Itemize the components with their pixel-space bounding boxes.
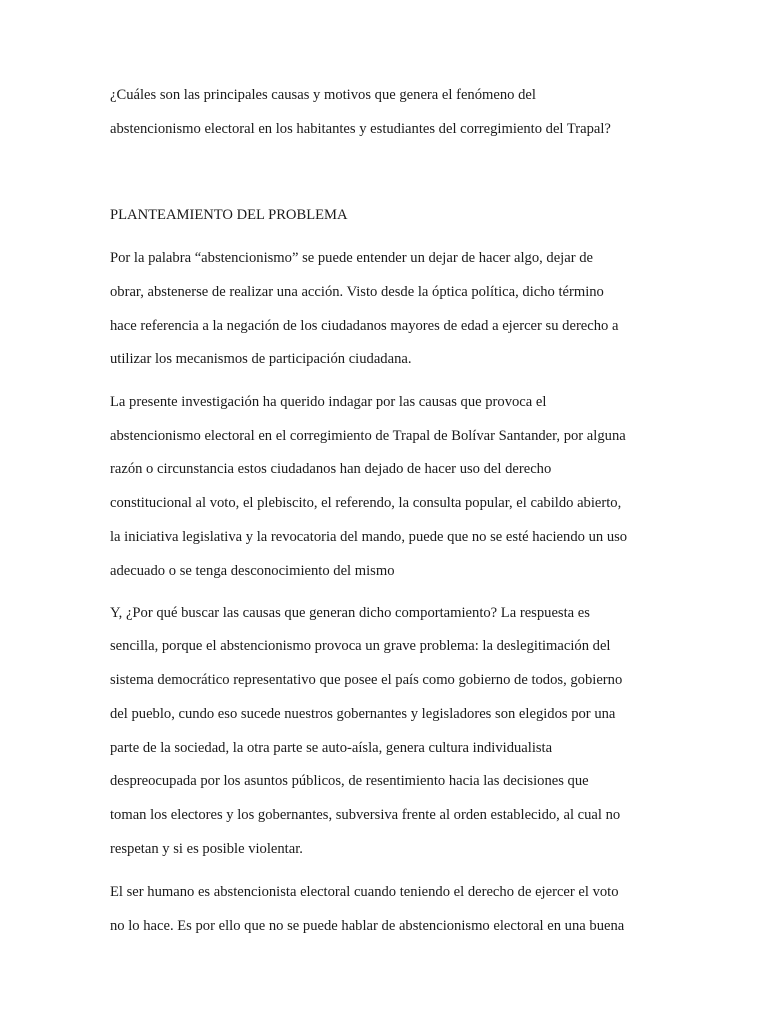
paragraph-line: respetan y si es posible violentar. — [110, 841, 303, 857]
paragraph-line: El ser humano es abstencionista electoral cuando teniendo el derecho de ejercer el voto — [110, 884, 619, 900]
paragraph-line: toman los electores y los gobernantes, subversiva frente al orden establecido, al cual no — [110, 807, 621, 823]
paragraph-line: razón o circunstancia estos ciudadanos han dejado de hacer uso del derecho — [110, 461, 552, 477]
question-line: ¿Cuáles son las principales causas y motivos que genera el fenómeno del — [110, 87, 536, 103]
paragraph-line: utilizar los mecanismos de participación ciudadana. — [110, 351, 412, 367]
section-heading: PLANTEAMIENTO DEL PROBLEMA — [110, 207, 348, 223]
paragraph-line: sistema democrático representativo que posee el país como gobierno de todos, gobierno — [110, 672, 623, 688]
paragraph-line: adecuado o se tenga desconocimiento del mismo — [110, 563, 395, 579]
paragraph-line: despreocupada por los asuntos públicos, de resentimiento hacia las decisiones que — [110, 773, 589, 789]
paragraph-line: del pueblo, cundo eso sucede nuestros gobernantes y legisladores son elegidos por una — [110, 706, 616, 722]
paragraph-line: La presente investigación ha querido indagar por las causas que provoca el — [110, 394, 547, 410]
paragraph-line: la iniciativa legislativa y la revocatoria del mando, puede que no se esté haciendo un uso — [110, 529, 628, 545]
paragraph-line: sencilla, porque el abstencionismo provoca un grave problema: la deslegitimación del — [110, 638, 611, 654]
paragraph-line: parte de la sociedad, la otra parte se auto-aísla, genera cultura individualista — [110, 740, 553, 756]
paragraph-line: hace referencia a la negación de los ciudadanos mayores de edad a ejercer su derecho a — [110, 318, 619, 334]
paragraph-line: no lo hace. Es por ello que no se puede hablar de abstencionismo electoral en una buena — [110, 918, 625, 934]
paragraph-line: Por la palabra “abstencionismo” se puede entender un dejar de hacer algo, dejar de — [110, 250, 593, 266]
paragraph-line: abstencionismo electoral en el corregimiento de Trapal de Bolívar Santander, por alguna — [110, 428, 626, 444]
paragraph-line: constitucional al voto, el plebiscito, el referendo, la consulta popular, el cabildo abierto, — [110, 495, 622, 511]
question-line: abstencionismo electoral en los habitantes y estudiantes del corregimiento del Trapal? — [110, 121, 611, 137]
paragraph-line: obrar, abstenerse de realizar una acción. Visto desde la óptica política, dicho término — [110, 284, 604, 300]
paragraph-line: Y, ¿Por qué buscar las causas que generan dicho comportamiento? La respuesta es — [110, 605, 590, 621]
